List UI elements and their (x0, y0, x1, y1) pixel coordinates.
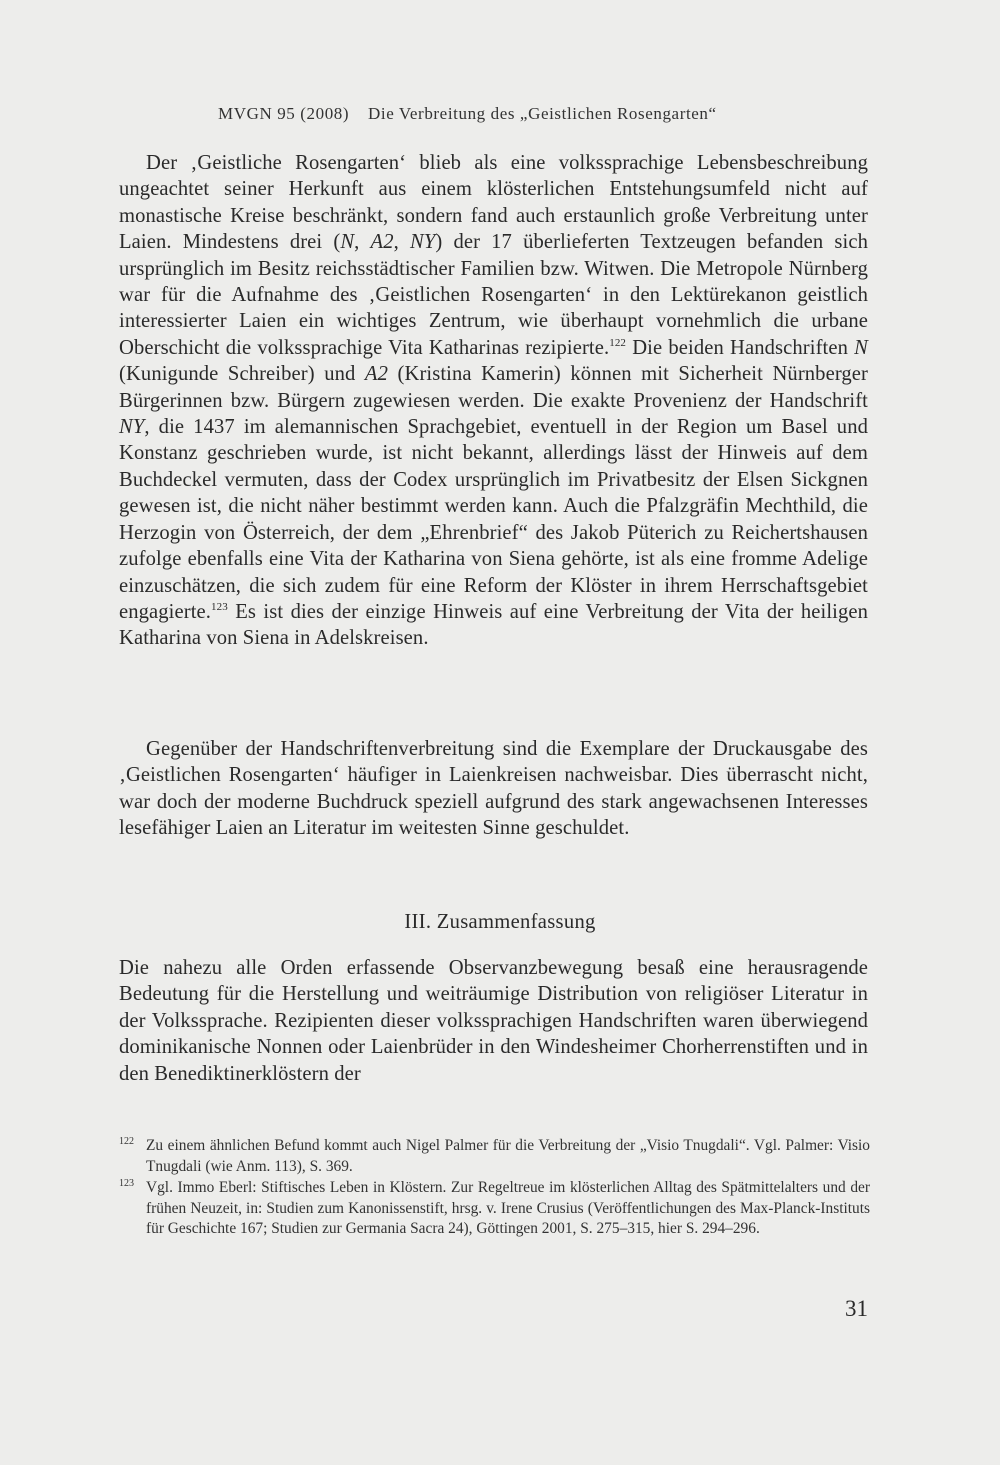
journal-citation: MVGN 95 (2008) (218, 104, 350, 123)
footnote-number: 123 (119, 1178, 134, 1189)
paragraph-3: Die nahezu alle Orden erfassende Observanzbewegung besaß eine herausragende Bedeutung für die Herstellung und weiträumige Distribution von religiöser Literatur in der Volkssprache. Rezipienten dieser volkssprachigen Handschriften waren überwiegend dominikanische Nonnen oder Laienbrüder in den Windesheimer Chorherrenstiften und in den Benediktinerklöstern der (119, 957, 868, 1085)
footnote-reference[interactable]: 122 (609, 336, 627, 349)
running-title: Die Verbreitung des „Geistlichen Rosengarten“ (368, 104, 717, 123)
section-heading: III. Zusammenfassung (404, 911, 596, 933)
siglum: A2 (364, 363, 388, 386)
text-run: , (393, 231, 410, 254)
text-run: Die beiden Handschriften (626, 336, 855, 359)
text-run: , die 1437 im alemannischen Sprachgebiet, eventuell in der Region um Basel und Konstanz geschrieben wurde, ist nicht bekannt, allerdings lässt der Hinweis auf dem Buchdeckel vermuten, dass der Codex ursprünglich im Privatbesitz der Elsen Sickgnen gewesen ist, die nicht näher bestimmt werden kann. Auch die Pfalzgräfin Mechthild, die Herzogin von Österreich, der dem „Ehrenbrief“ des Jakob Püterich zu Reichertshausen zufolge ebenfalls eine Vita der Katharina von Siena gehörte, ist als eine fromme Adelige einzuschätzen, die sich zudem für eine Reform der Klöster in ihrem Herrschaftsgebiet engagierte. (119, 416, 868, 623)
siglum: NY (409, 231, 436, 254)
siglum: N (340, 231, 355, 254)
text-run: (Kunigunde Schreiber) und (119, 363, 365, 386)
footnote-reference[interactable]: 123 (211, 600, 228, 613)
running-header (218, 104, 731, 124)
footnote-text: Vgl. Immo Eberl: Stiftisches Leben in Klöstern. Zur Regeltreue im klösterlichen Alltag des Spätmittelalters und der frühen Neuzeit, in: Studien zum Kanonissenstift, hrsg. v. Irene Crusius (Veröffentlichungen des Max-Planck-Instituts für Geschichte 167; Studien zur Germania Sacra 24), Göttingen 2001, S. 275–315, hier S. 294–296. (146, 1179, 870, 1238)
paragraph-2: Gegenüber der Handschriftenverbreitung sind die Exemplare der Druckausgabe des ‚Geistlichen Rosengarten‘ häufiger in Laienkreisen nachweisbar. Dies überrascht nicht, war doch der moderne Buchdruck speziell aufgrund des stark angewachsenen Interesses lesefähiger Laien an Literatur im weitesten Sinne geschuldet. (119, 738, 868, 840)
footnote-number: 122 (119, 1136, 134, 1147)
text-run: (Kristina Kamerin) können mit Sicherheit Nürnberger Bürgerinnen bzw. Bürgern zugewiesen werden. Die exakte Provenienz der Handschrift (119, 363, 868, 412)
text-run: , (354, 231, 371, 254)
page-number: 31 (845, 1296, 868, 1321)
paragraph-1 (119, 150, 868, 652)
text-run: Es ist dies der einzige Hinweis auf eine Verbreitung der Vita der heiligen Katharina von Siena in Adelskreisen. (119, 600, 868, 650)
siglum: A2 (370, 231, 394, 254)
footnote-text: Zu einem ähnlichen Befund kommt auch Nigel Palmer für die Verbreitung der „Visio Tnugdali“. Vgl. Palmer: Visio Tnugdali (wie Anm. 113), S. 369. (146, 1137, 870, 1175)
text-run: ) der 17 überlieferten Textzeugen befanden sich ursprünglich im Besitz reichsstädtischer Familien bzw. Witwen. Die Metropole Nürnberg war für die Aufnahme des ‚Geistlichen Rosengarten‘ in den Lektürekanon geistlich interessierter Laien ein wichtiges Zentrum, wie überhaupt vornehmlich die urbane Oberschicht die volkssprachige Vita Katharinas rezipierte. (119, 231, 868, 359)
siglum: N (854, 336, 868, 359)
text-run: Der ‚Geistliche Rosengarten‘ blieb als eine volkssprachige Lebensbeschreibung ungeachtet seiner Herkunft aus einem klösterlichen Entstehungsumfeld nicht auf monastische Kreise beschränkt, sondern fand auch erstaunlich große Verbreitung unter Laien. Mindestens drei ( (119, 152, 868, 254)
footnote (119, 1136, 870, 1177)
footnote (119, 1178, 870, 1240)
siglum: NY (119, 416, 145, 439)
